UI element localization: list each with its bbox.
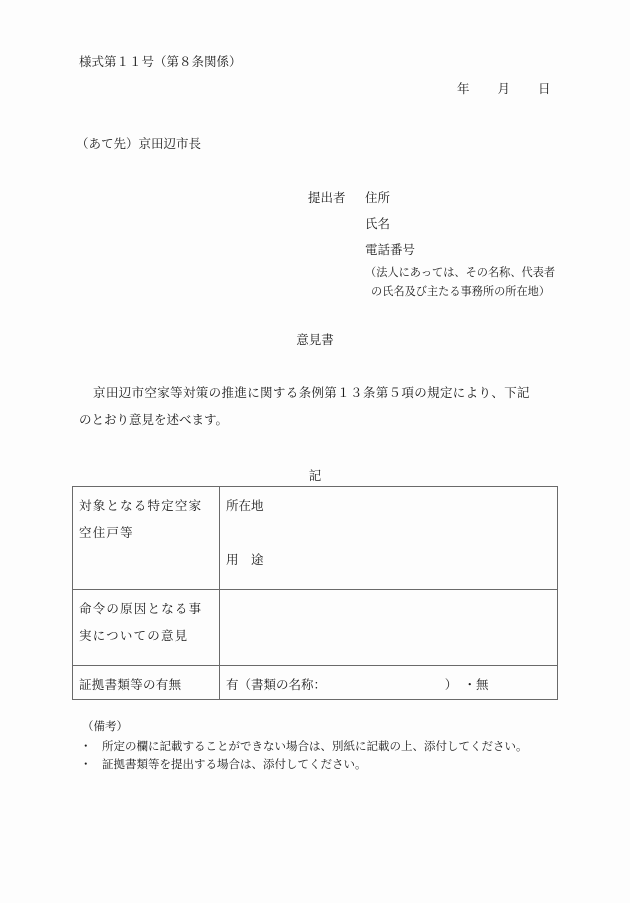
remark-item — [80, 756, 367, 772]
location-label: 所在地 — [226, 498, 264, 513]
label-line: 命令の原因となる事 — [79, 601, 203, 616]
body-text-line1: 京田辺市空家等対策の推進に関する条例第１３条第５項の規定により、下記 — [93, 385, 530, 400]
remark-text: 証拠書類等を提出する場合は、添付してください。 — [102, 757, 367, 771]
evidence-value-cell[interactable] — [220, 666, 558, 700]
table-row — [73, 666, 558, 700]
label-line: 実についての意見 — [79, 628, 189, 643]
submitter-note-line2: の氏名及び主たる事務所の所在地） — [371, 285, 551, 298]
date-year: 年 — [457, 81, 470, 96]
ki-heading: 記 — [308, 468, 322, 483]
body-text-line2: のとおり意見を述べます。 — [79, 412, 229, 427]
label-line: 証拠書類等の有無 — [79, 677, 182, 692]
date-day: 日 — [538, 81, 551, 96]
submitter-note-line1: （法人にあっては、その名称、代表者 — [365, 266, 556, 279]
submitter-phone-label: 電話番号 — [365, 242, 416, 257]
date-month: 月 — [497, 81, 511, 96]
table-row — [73, 487, 558, 590]
remark-text: 所定の欄に記載することができない場合は、別紙に記載の上、添付してください。 — [102, 739, 528, 753]
addressee: （あて先）京田辺市長 — [76, 136, 202, 151]
bullet-icon: ・ — [80, 757, 92, 771]
document-title: 意見書 — [296, 332, 334, 347]
usage-label: 用 途 — [226, 552, 264, 567]
remark-item — [80, 738, 528, 754]
target-property-value-cell[interactable] — [220, 487, 558, 590]
bullet-icon: ・ — [80, 739, 92, 753]
form-number: 様式第１１号（第８条関係） — [79, 54, 242, 69]
opinion-label-cell — [73, 590, 220, 666]
submitter-name-label: 氏名 — [365, 216, 391, 231]
remarks-heading: （備考） — [82, 719, 128, 733]
opinion-form-table — [72, 486, 558, 700]
evidence-options: 有（書類の名称： ） ・無 — [226, 677, 489, 692]
evidence-label-cell — [73, 666, 220, 700]
submitter-address-label: 住所 — [365, 190, 391, 205]
opinion-value-cell[interactable] — [220, 590, 558, 666]
date-line — [457, 79, 551, 97]
label-line: 空住戸等 — [79, 525, 134, 540]
target-property-label-cell — [73, 487, 220, 590]
table-row — [73, 590, 558, 666]
label-line: 対象となる特定空家 — [79, 498, 203, 513]
submitter-label: 提出者 — [308, 190, 346, 205]
